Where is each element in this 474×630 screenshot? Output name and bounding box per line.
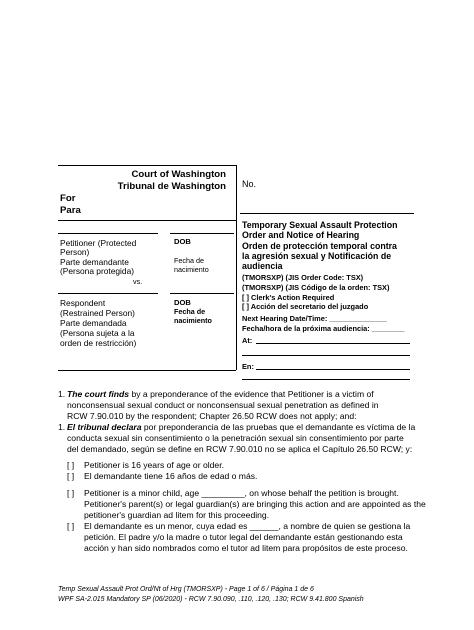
versus-label: vs. bbox=[133, 277, 143, 286]
option-b-es-2: petición. El padre y/o la madre o tutor legal del demandante están gestionando esta bbox=[84, 532, 403, 542]
option-b-en-3: petitioner's guardian ad litem for this proceeding. bbox=[84, 510, 270, 520]
finding-1-en-line-2: nonconsensual sexual conduct or nonconsensual sexual penetration as defined in bbox=[67, 400, 379, 410]
respondent-signature-rule bbox=[58, 293, 158, 294]
en-line-2 bbox=[242, 379, 410, 380]
for-label-en: For bbox=[60, 193, 76, 204]
petitioner-dob-label: DOB bbox=[174, 237, 191, 246]
title-top-rule bbox=[240, 213, 414, 214]
next-hearing-es: Fecha/hora de la próxima audiencia: ________ bbox=[242, 324, 405, 333]
next-hearing-en: Next Hearing Date/Time: ______________ bbox=[242, 314, 387, 323]
clerk-action-es: [ ] Acción del secretario del juzgado bbox=[242, 302, 369, 311]
petitioner-dob-es-2: nacimiento bbox=[174, 265, 209, 274]
order-title-5: audiencia bbox=[242, 261, 283, 271]
option-a-checkbox-es[interactable]: [ ] bbox=[67, 471, 75, 481]
caption-bottom-rule bbox=[58, 370, 236, 371]
order-title-1: Temporary Sexual Assault Protection bbox=[242, 220, 398, 230]
respondent-label-3: Parte demandada bbox=[60, 318, 127, 328]
finding-1-es-line-1 bbox=[67, 422, 415, 433]
footer-line-1: Temp Sexual Assault Prot Ord/Nt of Hrg (TMORSXP) - Page 1 of 6 / Página 1 de 6 bbox=[58, 586, 314, 593]
petitioner-label-4: (Persona protegida) bbox=[60, 266, 135, 276]
option-b-en-1: Petitioner is a minor child, age _________, on whose behalf the petition is brought. bbox=[84, 488, 399, 498]
finding-1-es-line-2: conducta sexual sin consentimiento o la penetración sexual sin consentimiento por parte bbox=[67, 433, 404, 443]
respondent-dob-es-1: Fecha de bbox=[174, 307, 206, 316]
finding-1-es-line-3: del demandado, según se define en RCW 7.90.010 no se aplica el Capítulo 26.50 RCW; y: bbox=[67, 444, 413, 454]
court-name-en: Court of Washington bbox=[131, 169, 226, 180]
option-a-checkbox[interactable]: [ ] bbox=[67, 460, 75, 470]
finding-1-es-bold: El tribunal declara bbox=[67, 422, 142, 432]
order-title-2: Order and Notice of Hearing bbox=[242, 230, 360, 240]
option-a-es: El demandante tiene 16 años de edad o más. bbox=[84, 471, 258, 481]
option-a-en: Petitioner is 16 years of age or older. bbox=[84, 460, 224, 470]
caption-vertical-rule bbox=[236, 165, 237, 370]
finding-1-en-line-1 bbox=[67, 389, 374, 400]
option-b-en-2: Petitioner's parent(s) or legal guardian(s) are bringing this action and are appointed as the bbox=[84, 499, 426, 509]
petitioner-dob-es-1: Fecha de bbox=[174, 256, 204, 265]
en-label: En: bbox=[242, 362, 254, 371]
order-title-3: Orden de protección temporal contra bbox=[242, 241, 397, 251]
option-b-es-3: acción y han sido nombrados como el tutor ad litem para propósitos de este proceso. bbox=[84, 543, 408, 553]
petitioner-dob-rule bbox=[170, 233, 234, 234]
footer-line-2: WPF SA-2.015 Mandatory SP (06/2020) - RCW 7.90.090, .110, .120, .130; RCW 9.41.800 Spanish bbox=[58, 596, 364, 603]
caption-for-rule bbox=[58, 220, 236, 221]
order-code-en: (TMORSXP) (JIS Order Code: TSX) bbox=[242, 273, 364, 282]
respondent-label-2: (Restrained Person) bbox=[60, 308, 135, 318]
en-line-1 bbox=[256, 369, 410, 370]
finding-1-es-number: 1. bbox=[58, 422, 66, 432]
option-b-es-1: El demandante es un menor, cuya edad es ______, a nombre de quien se gestiona la bbox=[84, 521, 411, 531]
petitioner-label-1: Petitioner (Protected bbox=[60, 238, 137, 248]
at-line-2 bbox=[242, 355, 410, 356]
finding-1-en-line-3: RCW 7.90.010 by the respondent; Chapter 26.50 RCW does not apply; and: bbox=[67, 411, 357, 421]
caption-top-rule bbox=[58, 165, 236, 166]
respondent-dob-rule bbox=[170, 293, 234, 294]
respondent-dob-es-2: nacimiento bbox=[174, 316, 212, 325]
option-b-checkbox-es[interactable]: [ ] bbox=[67, 521, 75, 531]
finding-1-number: 1. bbox=[58, 389, 66, 399]
petitioner-label-2: Person) bbox=[60, 247, 90, 257]
petitioner-signature-rule bbox=[58, 233, 158, 234]
respondent-label-5: orden de restricción) bbox=[60, 338, 137, 348]
for-label-es: Para bbox=[60, 205, 81, 216]
petitioner-label-3: Parte demandante bbox=[60, 257, 129, 267]
order-title-4: la agresión sexual y Notificación de bbox=[242, 251, 392, 261]
respondent-label-1: Respondent bbox=[60, 298, 106, 308]
at-label: At: bbox=[242, 336, 253, 345]
finding-1-en-bold: The court finds bbox=[67, 389, 130, 399]
case-number-label: No. bbox=[242, 179, 257, 189]
option-b-checkbox[interactable]: [ ] bbox=[67, 488, 75, 498]
finding-1-es-rest: por preponderancia de las pruebas que el demandante es víctima de la bbox=[141, 422, 416, 432]
respondent-label-4: (Persona sujeta a la bbox=[60, 328, 135, 338]
at-line-1 bbox=[256, 343, 410, 344]
finding-1-en-rest: by a preponderance of the evidence that Petitioner is a victim of bbox=[129, 389, 374, 399]
order-code-es: (TMORSXP) (JIS Código de la orden: TSX) bbox=[242, 283, 390, 292]
court-name-es: Tribunal de Washington bbox=[117, 181, 226, 192]
clerk-action-en: [ ] Clerk's Action Required bbox=[242, 293, 335, 302]
respondent-dob-label: DOB bbox=[174, 298, 191, 307]
